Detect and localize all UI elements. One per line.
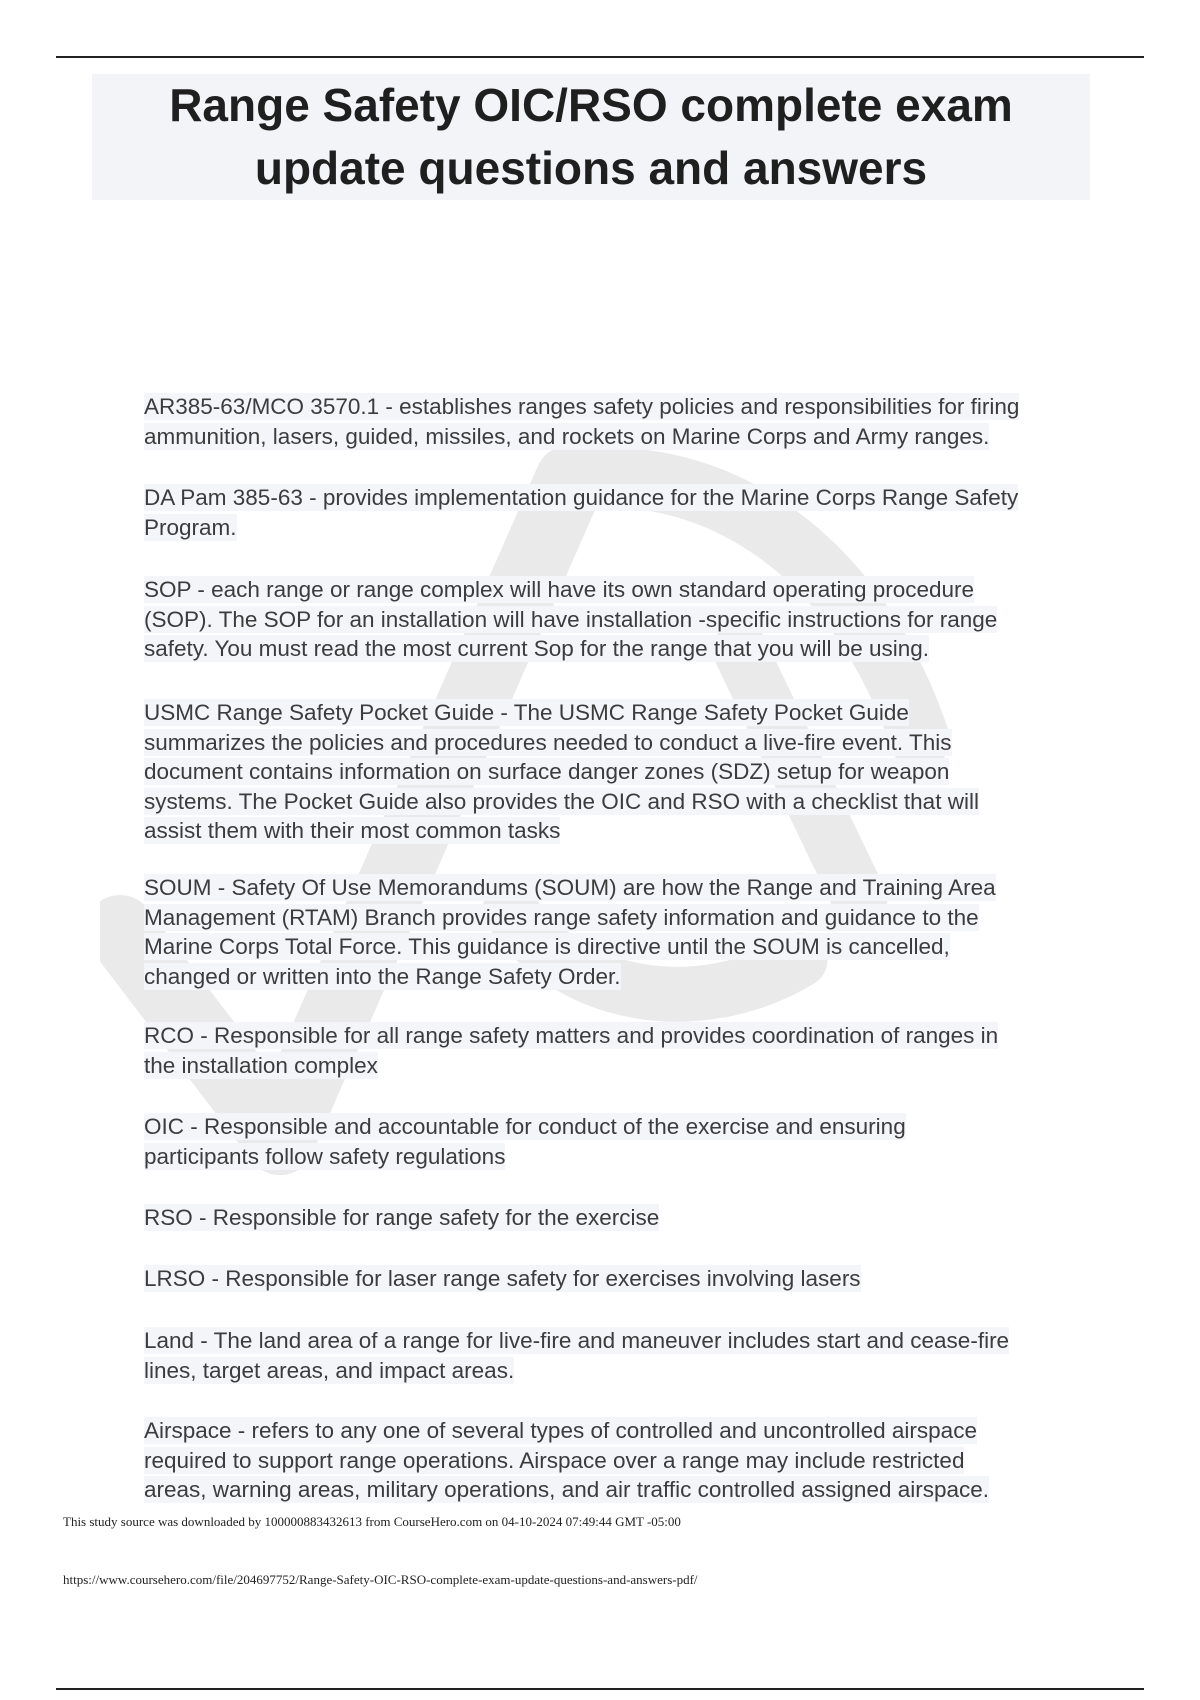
entry-line: safety. You must read the most current Sop for the range that you will be using. (144, 636, 930, 661)
entry-line: (SOP). The SOP for an installation will have installation -specific instructions for range (144, 606, 998, 632)
entry-line: LRSO - Responsible for laser range safety for exercises involving lasers (144, 1266, 861, 1291)
entry-line: systems. The Pocket Guide also provides the OIC and RSO with a checklist that will (144, 788, 979, 814)
entry-sop (144, 575, 1094, 664)
entry-line: ammunition, lasers, guided, missiles, and rockets on Marine Corps and Army ranges. (144, 423, 990, 449)
download-notice: This study source was downloaded by 100000883432613 from CourseHero.com on 04-10-2024 07:49:44 GMT -05:00 (63, 1514, 681, 1529)
entry-oic (144, 1112, 1094, 1171)
entry-soum (144, 873, 1094, 991)
entry-line: RSO - Responsible for range safety for the exercise (144, 1205, 660, 1230)
entry-line: Management (RTAM) Branch provides range safety information and guidance to the (144, 904, 979, 930)
entry-airspace (144, 1416, 1094, 1505)
entry-da-pam (144, 483, 1094, 542)
entry-line: required to support range operations. Airspace over a range may include restricted (144, 1447, 965, 1473)
entry-line: summarizes the policies and procedures needed to conduct a live-fire event. This (144, 729, 952, 755)
entry-line: lines, target areas, and impact areas. (144, 1357, 515, 1383)
entry-line: participants follow safety regulations (144, 1143, 506, 1169)
entry-ar385 (144, 392, 1094, 451)
entry-line: document contains information on surface danger zones (SDZ) setup for weapon (144, 759, 950, 784)
entry-line: OIC - Responsible and accountable for conduct of the exercise and ensuring (144, 1114, 906, 1139)
entry-line: assist them with their most common tasks (144, 818, 561, 843)
entry-line: changed or written into the Range Safety Order. (144, 963, 621, 989)
entry-line: DA Pam 385-63 - provides implementation guidance for the Marine Corps Range Safety (144, 485, 1019, 510)
title-line-1: Range Safety OIC/RSO complete exam (169, 79, 1013, 131)
entry-line: SOP - each range or range complex will have its own standard operating procedure (144, 577, 975, 602)
entry-rco (144, 1021, 1094, 1080)
entry-rso (144, 1203, 1094, 1233)
entry-line: Marine Corps Total Force. This guidance is directive until the SOUM is cancelled, (144, 934, 950, 959)
entry-line: RCO - Responsible for all range safety matters and provides coordination of ranges in (144, 1023, 999, 1048)
entry-land (144, 1326, 1094, 1385)
top-rule (56, 56, 1144, 58)
title-line-2: update questions and answers (254, 142, 928, 194)
source-url[interactable]: https://www.coursehero.com/file/204697752/Range-Safety-OIC-RSO-complete-exam-update-questions-and-answers-pdf/ (63, 1572, 698, 1587)
entry-line: AR385-63/MCO 3570.1 - establishes ranges safety policies and responsibilities for firing (144, 394, 1020, 419)
entry-pocket-guide (144, 698, 1094, 846)
bottom-rule (56, 1688, 1144, 1690)
entry-line: Airspace - refers to any one of several types of controlled and uncontrolled airspace (144, 1418, 977, 1443)
entry-line: areas, warning areas, military operations, and air traffic controlled assigned airspace. (144, 1477, 990, 1502)
entry-line: the installation complex (144, 1052, 378, 1078)
entry-line: Program. (144, 514, 237, 540)
title-block (92, 74, 1090, 200)
entry-line: Land - The land area of a range for live-fire and maneuver includes start and cease-fire (144, 1328, 1010, 1353)
entry-lrso (144, 1264, 1094, 1294)
entry-line: SOUM - Safety Of Use Memorandums (SOUM) are how the Range and Training Area (144, 875, 996, 900)
entry-line: USMC Range Safety Pocket Guide - The USMC Range Safety Pocket Guide (144, 700, 909, 725)
